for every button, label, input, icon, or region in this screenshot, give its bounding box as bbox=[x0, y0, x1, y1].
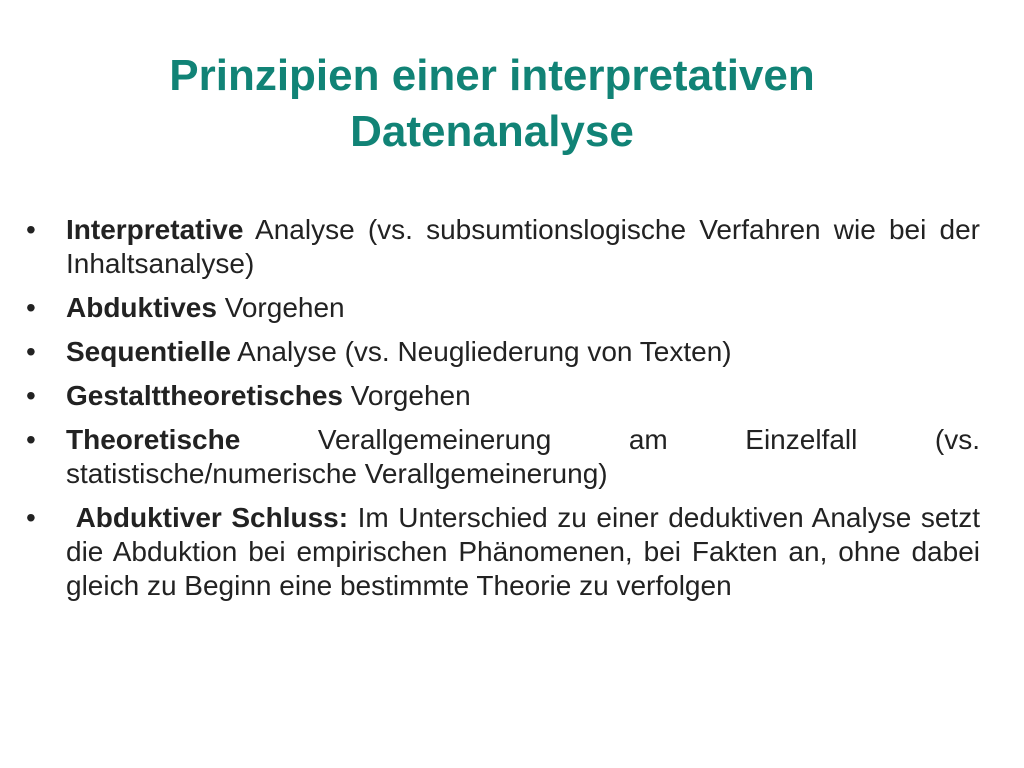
bullet-keyword: Gestalttheoretisches bbox=[66, 380, 343, 411]
bullet-text: Analyse (vs. Neugliederung von Texten) bbox=[230, 336, 732, 367]
bullet-keyword: Sequentielle bbox=[66, 336, 231, 367]
bullet-item-theoretische bbox=[26, 423, 980, 491]
bullet-list bbox=[26, 213, 980, 613]
bullet-dot-icon: • bbox=[26, 292, 36, 323]
bullet-text: Vorgehen bbox=[216, 292, 345, 323]
slide-title-line-2: Datenanalyse bbox=[350, 107, 634, 156]
bullet-dot-icon: • bbox=[26, 380, 36, 411]
bullet-keyword: Abduktives bbox=[66, 292, 217, 323]
bullet-item-interpretative bbox=[26, 213, 980, 281]
bullet-keyword: Interpretative bbox=[66, 214, 244, 245]
bullet-dot-icon: • bbox=[26, 336, 36, 367]
bullet-text: Vorgehen bbox=[343, 380, 471, 411]
bullet-item-sequentielle bbox=[26, 335, 980, 369]
bullet-dot-icon: • bbox=[26, 502, 36, 533]
bullet-text: Verallgemeinerung am Einzelfall (vs. statistische/numerische Verallgemeinerung) bbox=[66, 424, 980, 489]
bullet-text: Analyse (vs. subsumtionslogische Verfahren wie bei der Inhaltsanalyse) bbox=[66, 214, 980, 279]
bullet-keyword: Theoretische bbox=[66, 424, 241, 455]
bullet-text: Im Unterschied zu einer deduktiven Analyse setzt die Abduktion bei empirischen Phänomenen, bei Fakten an, ohne dabei gleich zu Beginn eine bestimmte Theorie zu verfolgen bbox=[66, 502, 980, 601]
slide-title bbox=[60, 48, 924, 160]
bullet-item-abduktives bbox=[26, 291, 980, 325]
bullet-item-gestalttheoretisches bbox=[26, 379, 980, 413]
slide-title-line-1: Prinzipien einer interpretativen bbox=[169, 51, 815, 100]
bullet-keyword: Abduktiver Schluss: bbox=[75, 502, 349, 533]
bullet-dot-icon: • bbox=[26, 214, 36, 245]
bullet-dot-icon: • bbox=[26, 424, 36, 455]
bullet-item-abduktiver-schluss bbox=[26, 501, 980, 603]
